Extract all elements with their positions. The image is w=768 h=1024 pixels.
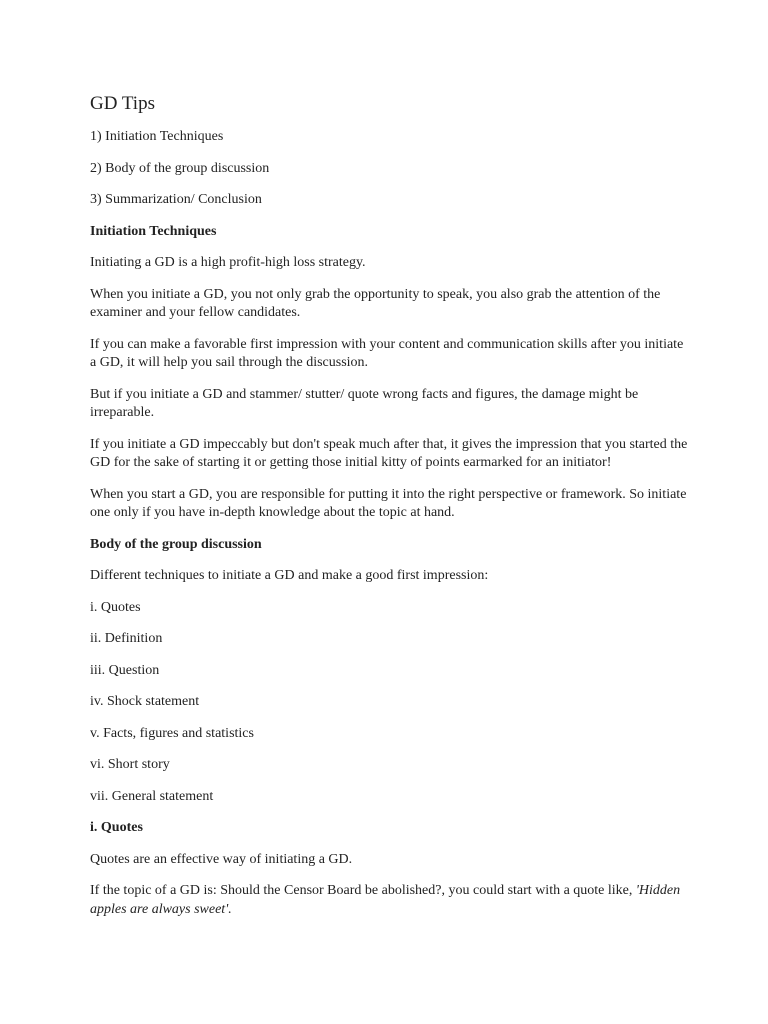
paragraph: Initiating a GD is a high profit-high loss strategy. (90, 255, 366, 270)
section-heading-initiation: Initiation Techniques (90, 223, 217, 239)
toc-item-3: 3) Summarization/ Conclusion (90, 192, 262, 207)
paragraph: When you initiate a GD, you not only grab the opportunity to speak, you also grab the attention of the examiner and your fellow candidates. (90, 286, 661, 320)
toc-item-2: 2) Body of the group discussion (90, 160, 270, 176)
list-item: iii. Question (90, 662, 160, 678)
list-item: vii. General statement (90, 788, 214, 804)
quote-text: 'Hidden apples are always sweet' (90, 883, 681, 917)
paragraph: Different techniques to initiate a GD and make a good first impression: (90, 568, 489, 583)
list-item: i. Quotes (90, 599, 141, 615)
list-item: vi. Short story (90, 757, 170, 772)
paragraph: When you start a GD, you are responsible for putting it into the right perspective or framework. So initiate one only if you have in-depth knowledge about the topic at hand. (90, 486, 687, 520)
document-page (90, 92, 690, 932)
paragraph: But if you initiate a GD and stammer/ stutter/ quote wrong facts and figures, the damage might be irreparable. (90, 386, 639, 420)
paragraph-with-quote (90, 882, 690, 919)
list-item: ii. Definition (90, 631, 163, 646)
toc-item-1: 1) Initiation Techniques (90, 129, 224, 144)
section-heading-body: Body of the group discussion (90, 536, 262, 552)
section-heading-quotes: i. Quotes (90, 820, 143, 835)
paragraph-text: If the topic of a GD is: Should the Censor Board be abolished?, you could start with a quote like, (90, 883, 636, 898)
paragraph: If you can make a favorable first impression with your content and communication skills after you initiate a GD, it will help you sail through the discussion. (90, 336, 684, 370)
quote-end: . (228, 901, 232, 917)
paragraph: Quotes are an effective way of initiating a GD. (90, 851, 353, 867)
document-title: GD Tips (90, 93, 155, 114)
paragraph: If you initiate a GD impeccably but don't speak much after that, it gives the impression that you started the GD for the sake of starting it or getting those initial kitty of points earmarked for an initiator! (90, 436, 688, 470)
list-item: iv. Shock statement (90, 694, 200, 709)
list-item: v. Facts, figures and statistics (90, 725, 254, 741)
